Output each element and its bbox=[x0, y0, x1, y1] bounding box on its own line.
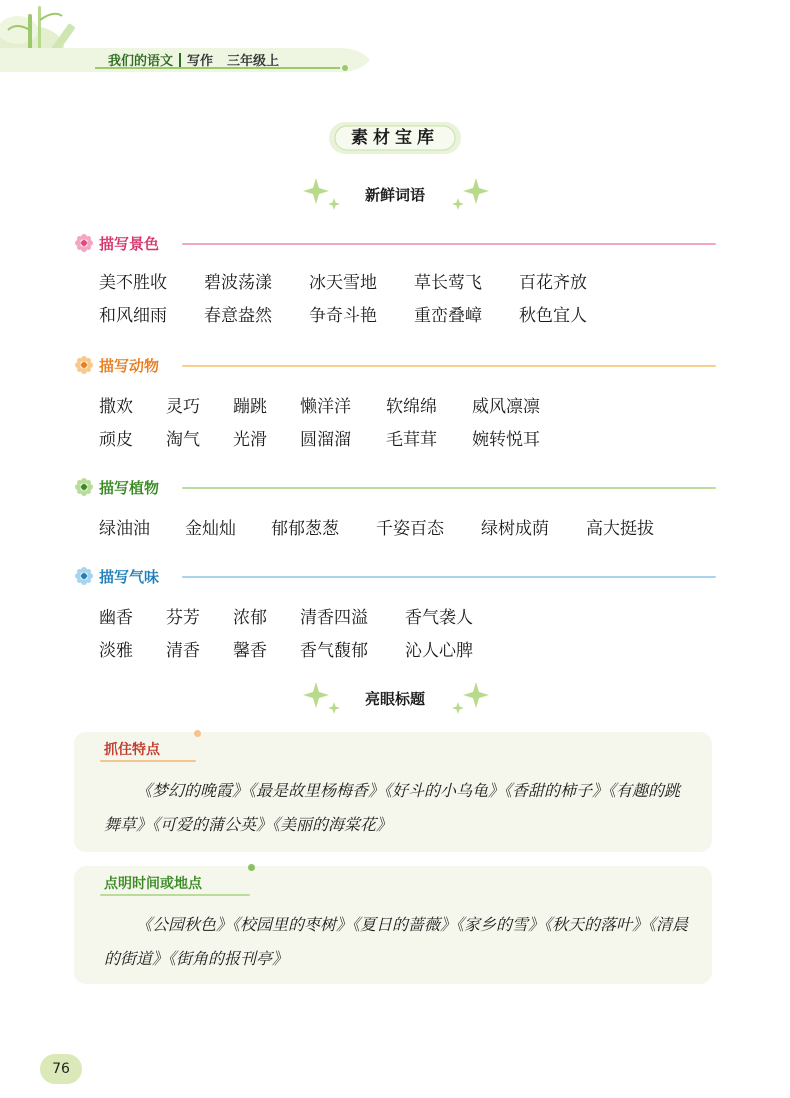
word: 灵巧 bbox=[166, 397, 200, 417]
word: 蹦跳 bbox=[233, 397, 267, 417]
word: 淡雅 bbox=[99, 641, 133, 661]
word: 美不胜收 bbox=[99, 273, 167, 293]
word: 秋色宜人 bbox=[519, 306, 587, 326]
word: 碧波荡漾 bbox=[204, 273, 272, 293]
main-title-badge bbox=[327, 118, 463, 158]
word: 争奇斗艳 bbox=[309, 306, 377, 326]
word: 毛茸茸 bbox=[386, 430, 437, 450]
word: 郁郁葱葱 bbox=[271, 519, 339, 539]
word: 清香四溢 bbox=[300, 608, 368, 628]
word: 沁人心脾 bbox=[405, 641, 473, 661]
page-number: 76 bbox=[40, 1054, 82, 1084]
category-divider bbox=[182, 365, 716, 367]
category-animals bbox=[74, 353, 716, 377]
word: 清香 bbox=[166, 641, 200, 661]
word: 撒欢 bbox=[99, 397, 133, 417]
word: 幽香 bbox=[99, 608, 133, 628]
flower-icon bbox=[74, 477, 94, 497]
word: 光滑 bbox=[233, 430, 267, 450]
category-divider bbox=[182, 487, 716, 489]
grade-label: 三年级上 bbox=[227, 54, 280, 69]
word: 浓郁 bbox=[233, 608, 267, 628]
section-title: 写作 bbox=[187, 54, 214, 69]
box-text: 《公园秋色》《校园里的枣树》《夏日的蔷薇》《家乡的雪》《秋天的落叶》《清晨的街道》《街角的报刊亭》 bbox=[104, 915, 689, 968]
category-title: 描写景色 bbox=[99, 235, 160, 253]
word: 婉转悦耳 bbox=[472, 430, 540, 450]
word: 金灿灿 bbox=[185, 519, 236, 539]
word: 圆溜溜 bbox=[300, 430, 351, 450]
word: 香气馥郁 bbox=[300, 641, 368, 661]
box-label: 点明时间或地点 bbox=[104, 876, 202, 892]
word: 顽皮 bbox=[99, 430, 133, 450]
label-dot bbox=[194, 730, 201, 737]
sparkle-right-icon bbox=[450, 680, 490, 714]
word: 淘气 bbox=[166, 430, 200, 450]
sparkle-right-icon bbox=[450, 176, 490, 210]
flower-icon bbox=[74, 566, 94, 586]
flower-icon bbox=[74, 355, 94, 375]
category-title: 描写气味 bbox=[99, 568, 160, 586]
word: 芬芳 bbox=[166, 608, 200, 628]
word: 和风细雨 bbox=[99, 306, 167, 326]
book-title: 我们的语文 bbox=[108, 54, 174, 69]
word: 百花齐放 bbox=[519, 273, 587, 293]
category-smells bbox=[74, 564, 716, 588]
word: 懒洋洋 bbox=[300, 397, 351, 417]
running-header bbox=[108, 50, 279, 69]
word: 春意盎然 bbox=[204, 306, 272, 326]
vocab-heading: 新鲜词语 bbox=[364, 186, 425, 204]
word: 香气袭人 bbox=[405, 608, 473, 628]
category-divider bbox=[182, 576, 716, 578]
label-underline bbox=[100, 760, 196, 762]
category-scenery bbox=[74, 231, 716, 255]
category-plants bbox=[74, 475, 716, 499]
word: 绿油油 bbox=[99, 519, 150, 539]
word: 冰天雪地 bbox=[309, 273, 377, 293]
category-title: 描写植物 bbox=[99, 479, 160, 497]
word: 重峦叠嶂 bbox=[414, 306, 482, 326]
box-text: 《梦幻的晚霞》《最是故里杨梅香》《好斗的小乌龟》《香甜的柿子》《有趣的跳舞草》《可爱的蒲公英》《美丽的海棠花》 bbox=[104, 781, 681, 834]
label-dot bbox=[248, 864, 255, 871]
word: 高大挺拔 bbox=[586, 519, 654, 539]
word: 馨香 bbox=[233, 641, 267, 661]
flower-icon bbox=[74, 233, 94, 253]
titles-heading: 亮眼标题 bbox=[364, 690, 425, 708]
header-separator bbox=[179, 53, 181, 67]
box-label: 抓住特点 bbox=[104, 742, 160, 758]
label-underline bbox=[100, 894, 250, 896]
category-divider bbox=[182, 243, 716, 245]
page-title: 素材宝库 bbox=[351, 128, 439, 148]
word: 千姿百态 bbox=[376, 519, 444, 539]
category-title: 描写动物 bbox=[99, 357, 160, 375]
word: 威风凛凛 bbox=[472, 397, 540, 417]
word: 草长莺飞 bbox=[414, 273, 482, 293]
word: 绿树成荫 bbox=[481, 519, 549, 539]
word: 软绵绵 bbox=[386, 397, 437, 417]
